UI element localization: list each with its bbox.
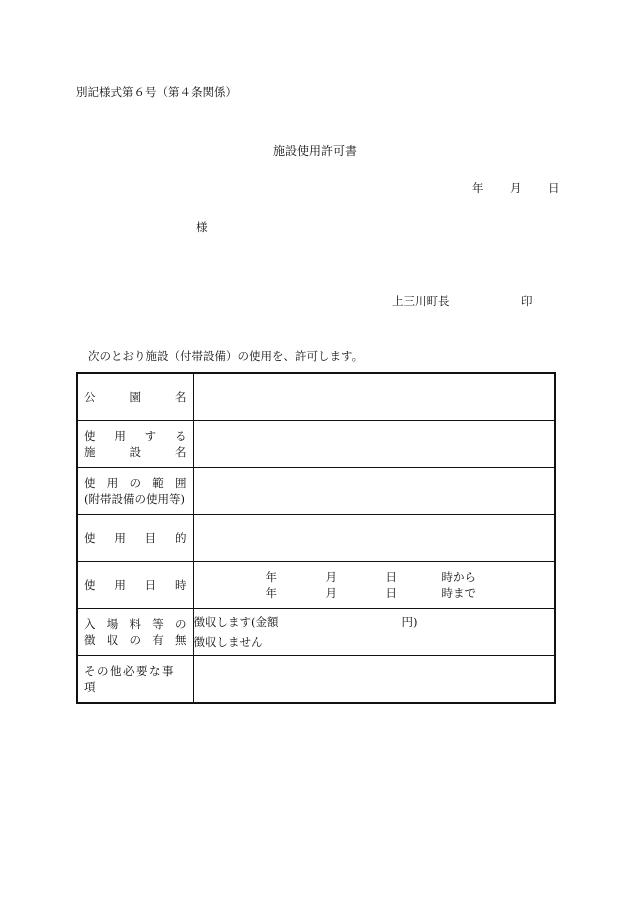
fee-option-no-collect[interactable]: 徴収しません <box>193 635 263 649</box>
seal-mark: 印 <box>521 294 533 308</box>
label-usage-datetime: 使 用 日 時 <box>77 562 193 609</box>
table-row <box>77 468 555 515</box>
issue-date <box>472 180 560 196</box>
datetime-from: 年 月 日 時から <box>265 570 476 584</box>
permit-table <box>76 372 556 704</box>
date-month: 月 <box>510 181 522 195</box>
value-fee-collection[interactable] <box>193 609 555 656</box>
table-row <box>77 515 555 562</box>
value-other-matters[interactable] <box>193 656 555 704</box>
table-row <box>77 373 555 421</box>
value-usage-purpose[interactable] <box>193 515 555 562</box>
form-id: 別記様式第６号（第４条関係） <box>76 85 237 99</box>
label-other-matters: その他必要な事項 <box>77 656 193 704</box>
datetime-to: 年 月 日 時まで <box>265 586 476 600</box>
label-park-name: 公 園 名 <box>77 373 193 421</box>
table-row <box>77 421 555 468</box>
date-year: 年 <box>472 181 484 195</box>
addressee-suffix: 様 <box>196 220 208 234</box>
value-facility-name[interactable] <box>193 421 555 468</box>
value-park-name[interactable] <box>193 373 555 421</box>
label-fee-collection: 入 場 料 等 の 徴 収 の 有 無 <box>77 609 193 656</box>
date-day: 日 <box>548 181 560 195</box>
label-usage-scope: 使 用 の 範 囲 (附帯設備の使用等) <box>77 468 193 515</box>
intro-text: 次のとおり施設（付帯設備）の使用を、許可します。 <box>88 349 364 363</box>
issuer-name: 上三川町長 <box>392 294 450 308</box>
table-row <box>77 609 555 656</box>
label-facility-name: 使 用 す る 施 設 名 <box>77 421 193 468</box>
label-usage-purpose: 使 用 目 的 <box>77 515 193 562</box>
value-usage-scope[interactable] <box>193 468 555 515</box>
document-title: 施設使用許可書 <box>272 144 357 158</box>
fee-option-collect[interactable]: 徴収します(金額 円) <box>193 615 418 629</box>
value-usage-datetime[interactable] <box>193 562 555 609</box>
table-row <box>77 656 555 704</box>
table-row <box>77 562 555 609</box>
